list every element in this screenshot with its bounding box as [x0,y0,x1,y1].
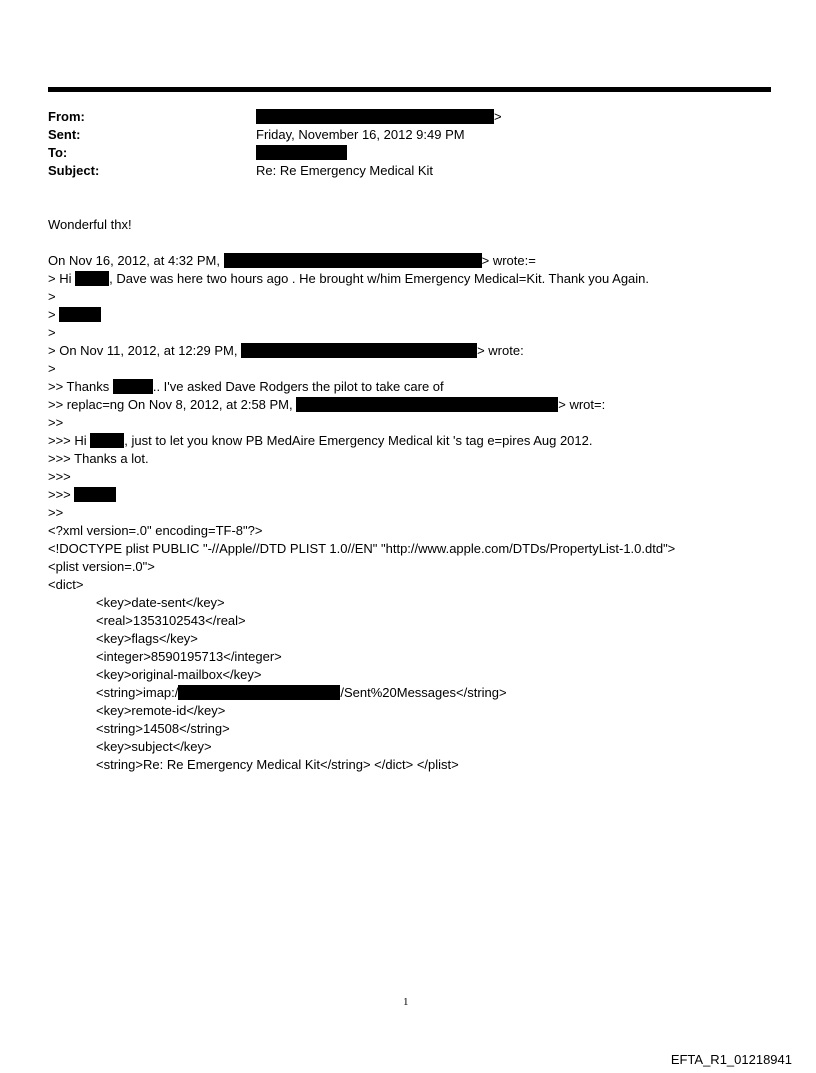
redaction [241,343,477,358]
xml-line: <plist version=.0"> [48,559,155,574]
redaction [296,397,558,412]
body-line: >>> [48,486,116,504]
xml-line: <?xml version=.0" encoding=TF-8"?> [48,523,263,538]
body-line: Wonderful thx! [48,217,132,232]
from-value: > [256,108,502,126]
page-number: 1 [403,996,409,1008]
xml-line: <key>remote-id</key> [96,703,226,718]
body-line: >>> [48,469,71,484]
redaction [256,145,347,160]
xml-line: <key>date-sent</key> [96,595,225,610]
body-line: >> [48,505,64,520]
bates-number: EFTA_R1_01218941 [670,1052,792,1067]
sent-label: Sent: [48,127,81,142]
body-line: >>> Hi , just to let you know PB MedAire Emergency Medical kit 's tag e=pires Aug 2012. [48,433,593,448]
xml-line: <!DOCTYPE plist PUBLIC "-//Apple//DTD PLIST 1.0//EN" "http://www.apple.com/DTDs/PropertyList-1.0.dtd"> [48,541,676,556]
redaction [59,307,101,322]
xml-line: <key>subject</key> [96,739,212,754]
redaction [178,685,340,700]
xml-line: <key>original-mailbox</key> [96,667,262,682]
xml-line: <string>14508</string> [96,721,230,736]
redaction [224,253,482,268]
body-line: >> [48,415,64,430]
body-line: > [48,289,56,304]
body-line: > [48,361,56,376]
subject-label: Subject: [48,163,100,178]
redaction [74,487,116,502]
body-line: > [48,306,101,324]
sent-value: Friday, November 16, 2012 9:49 PM [256,127,465,142]
xml-line: <integer>8590195713</integer> [96,649,282,664]
to-label: To: [48,145,68,160]
header-rule [48,87,771,92]
body-line: On Nov 16, 2012, at 4:32 PM, > wrote:= [48,253,536,268]
body-line: >>> Thanks a lot. [48,451,149,466]
xml-line: <string>Re: Re Emergency Medical Kit</string> </dict> </plist> [96,757,459,772]
redaction [256,109,494,124]
body-line: > Hi , Dave was here two hours ago . He brought w/him Emergency Medical=Kit. Thank you Again. [48,271,650,286]
xml-line: <real>1353102543</real> [96,613,246,628]
xml-line: <dict> [48,577,84,592]
redaction [75,271,109,286]
redaction [90,433,124,448]
to-value [256,144,347,162]
xml-line: <string>imap:/ /Sent%20Messages</string> [96,685,507,700]
subject-value: Re: Re Emergency Medical Kit [256,163,434,178]
body-line: >> Thanks .. I've asked Dave Rodgers the pilot to take care of [48,379,444,394]
redaction [113,379,153,394]
body-line: > [48,325,56,340]
from-label: From: [48,109,85,124]
body-line: >> replac=ng On Nov 8, 2012, at 2:58 PM, > wrot=: [48,397,606,412]
body-line: > On Nov 11, 2012, at 12:29 PM, > wrote: [48,343,524,358]
xml-line: <key>flags</key> [96,631,198,646]
